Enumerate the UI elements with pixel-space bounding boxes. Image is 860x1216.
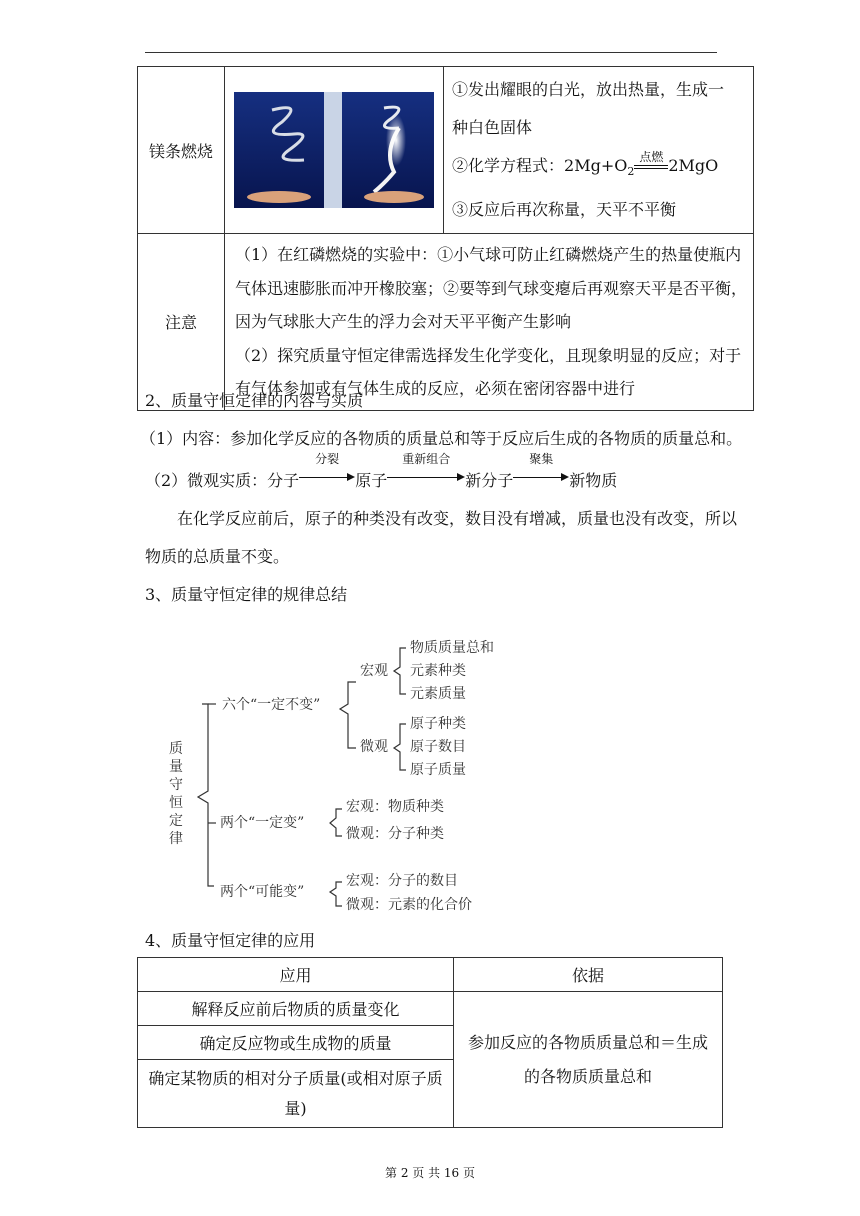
maybe-changed-label: 两个“可能变”	[220, 884, 305, 900]
six-macro-label: 宏观	[360, 663, 388, 679]
note-2: （2）探究质量守恒定律需选择发生化学变化，且现象明显的反应；对于有气体参加或有气体生成的反应，必须在密闭容器中进行	[235, 345, 742, 399]
two-changed-item: 微观：分子种类	[346, 826, 444, 842]
arrow-recombine-label: 重新组合	[402, 452, 451, 466]
application-cell: 解释反应前后物质的质量变化	[138, 992, 454, 1026]
row-label-mg: 镁条燃烧	[138, 67, 225, 234]
section-2-paragraph: 在化学反应前后，原子的种类没有改变，数目没有增减，质量也没有改变，所以物质的总质量不变。	[145, 509, 738, 566]
six-macro-item: 物质质量总和	[410, 640, 494, 656]
column-header-basis: 依据	[454, 958, 723, 992]
arrow-recombine	[387, 452, 465, 486]
section-4-heading: 4、质量守恒定律的应用	[145, 931, 316, 950]
two-changed-item: 宏观：物质种类	[346, 799, 444, 815]
two-changed-label: 两个“一定变”	[220, 815, 305, 831]
six-macro-item: 元素种类	[410, 663, 466, 679]
maybe-changed-item: 微观：元素的化合价	[346, 897, 472, 913]
condition-label: 点燃	[639, 150, 664, 164]
column-header-application: 应用	[138, 958, 454, 992]
table-row	[138, 992, 723, 1026]
row-label-note: 注意	[138, 234, 225, 411]
experiment-table	[137, 66, 754, 411]
six-micro-item: 原子种类	[410, 716, 466, 732]
equation-lhs: 2Mg+O	[564, 156, 628, 175]
note-1: （1）在红磷燃烧的实验中：①小气球可防止红磷燃烧产生的热量使瓶内气体迅速膨胀而冲开橡胶塞；②要等到气球变瘪后再观察天平是否平衡，因为气球胀大产生的浮力会对天平平衡产生影响	[235, 245, 748, 332]
six-micro-item: 原子数目	[410, 739, 466, 755]
six-micro-label: 微观	[360, 739, 388, 755]
micro-new-molecule: 新分子	[465, 471, 514, 490]
magnesium-photo-cell	[225, 67, 444, 234]
header-rule	[145, 52, 717, 53]
micro-atom: 原子	[355, 471, 388, 490]
diagram-braces	[160, 632, 520, 922]
arrow-split-label: 分裂	[315, 452, 340, 466]
arrow-gather	[513, 452, 569, 486]
six-macro-item: 元素质量	[410, 686, 466, 702]
arrow-gather-label: 聚集	[529, 452, 554, 466]
section-2-content: （1）内容：参加化学反应的各物质的质量总和等于反应后生成的各物质的质量总和。	[140, 429, 743, 448]
root-label: 质 量 守 恒 定 律	[169, 741, 183, 847]
six-unchanged-label: 六个“一定不变”	[222, 697, 321, 713]
equation-condition	[634, 147, 668, 171]
micro-new-substance: 新物质	[569, 471, 618, 490]
arrow-split	[299, 452, 355, 486]
observation-3: ③反应后再次称量，天平不平衡	[452, 200, 677, 220]
equation-prefix: ②化学方程式：	[452, 156, 565, 175]
chemical-equation	[452, 147, 747, 191]
section-2-heading: 2、质量守恒定律的内容与实质	[145, 391, 364, 410]
basis-cell: 参加反应的各物质质量总和＝生成的各物质质量总和	[454, 992, 723, 1128]
application-cell: 确定某物质的相对分子质量(或相对原子质量)	[138, 1060, 454, 1128]
six-micro-item: 原子质量	[410, 762, 466, 778]
micro-prefix: （2）微观实质：分子	[145, 471, 300, 490]
application-table	[137, 957, 723, 1128]
maybe-changed-item: 宏观：分子的数目	[346, 873, 458, 889]
section-2	[140, 382, 745, 614]
equation-subscript: 2	[627, 165, 635, 179]
mg-observations	[444, 67, 754, 234]
equation-rhs: 2MgO	[668, 156, 719, 175]
double-line	[634, 165, 668, 169]
observation-1b: 种白色固体	[452, 118, 533, 137]
table-row	[138, 958, 723, 992]
observation-1: ①发出耀眼的白光，放出热量，生成一	[452, 80, 725, 99]
page-footer: 第 2 页 共 16 页	[385, 1166, 475, 1180]
magnesium-burning-photo	[234, 92, 434, 208]
conservation-law-diagram	[160, 632, 520, 922]
application-cell: 确定反应物或生成物的质量	[138, 1026, 454, 1060]
micro-essence-line	[145, 452, 745, 500]
section-3-heading: 3、质量守恒定律的规律总结	[145, 585, 348, 604]
table-row	[138, 67, 754, 234]
